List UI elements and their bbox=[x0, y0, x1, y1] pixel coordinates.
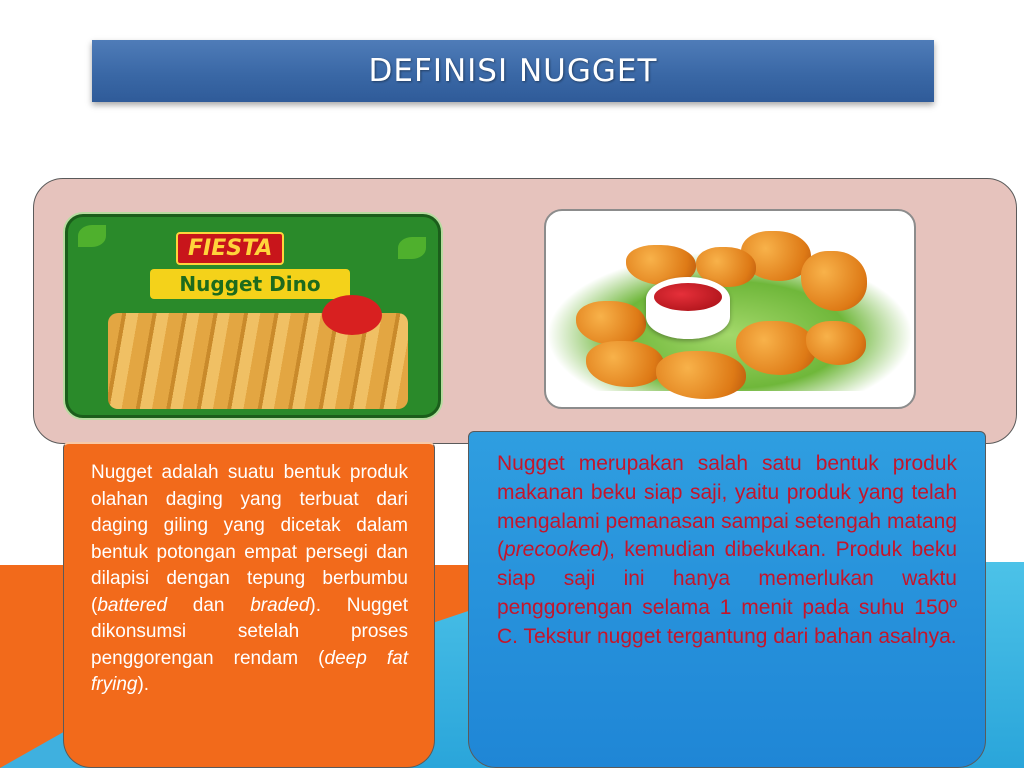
text-span: ). bbox=[137, 674, 150, 695]
definition-text-left bbox=[91, 460, 408, 699]
term-deep-fat-frying: deep fat frying bbox=[91, 647, 409, 695]
text-span: ). Nugget dikonsumsi setelah proses penggorengan rendam ( bbox=[91, 594, 408, 669]
ketchup-icon bbox=[654, 283, 722, 311]
image-panel bbox=[33, 178, 1017, 444]
text-span: ), kemudian dibekukan. Produk beku siap saji ini hanya memerlukan waktu penggorengan selama 1 menit pada suhu 150º C. Tekstur nugget tergantung dari bahan asalnya. bbox=[497, 538, 957, 648]
sauce-cup-icon bbox=[646, 277, 730, 339]
definition-box-left bbox=[63, 442, 435, 768]
nugget-icon bbox=[656, 351, 746, 399]
product-name: Nugget Dino bbox=[150, 269, 350, 299]
definition-box-right bbox=[468, 431, 986, 768]
term-braded: braded bbox=[250, 594, 310, 616]
leaf-icon bbox=[78, 225, 106, 247]
text-span: Nugget adalah suatu bentuk produk olahan daging yang terbuat dari daging giling yang dicetak dalam bentuk potongan empat persegi dan dilapisi dengan tepung berbumbu ( bbox=[91, 462, 408, 616]
text-span: dan bbox=[167, 594, 251, 616]
nugget-plate-photo bbox=[544, 209, 916, 409]
title-bar bbox=[92, 40, 934, 102]
nugget-package-photo bbox=[65, 214, 441, 418]
term-battered: battered bbox=[97, 594, 168, 616]
text-span: Nugget merupakan salah satu bentuk produk makanan beku siap saji, yaitu produk yang telah mengalami pemanasan sampai setengah matang ( bbox=[497, 452, 957, 562]
frozen-badge-icon bbox=[322, 295, 382, 335]
term-precooked: precooked bbox=[504, 538, 603, 562]
leaf-icon bbox=[398, 237, 426, 259]
brand-logo: FIESTA bbox=[176, 232, 284, 265]
definition-text-right bbox=[497, 450, 957, 652]
slide-title: DEFINISI NUGGET bbox=[368, 53, 658, 89]
